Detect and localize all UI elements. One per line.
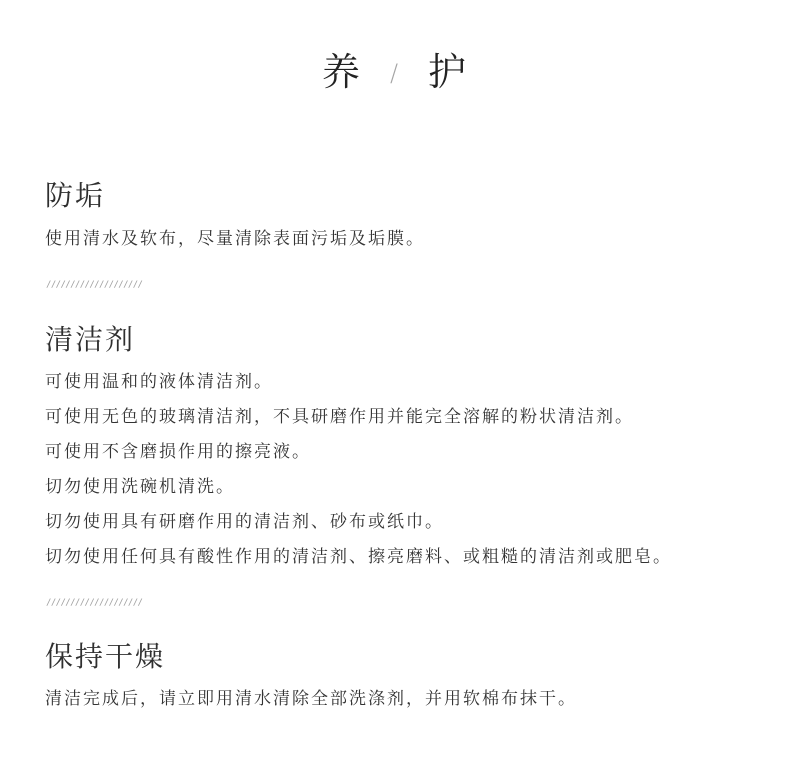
section-heading: 清洁剂 [45,323,136,356]
title-right-char: 护 [428,50,469,94]
section-cleaner [45,321,775,575]
section-line: 清洁完成后，请立即用清水清除全部洗涤剂，并用软棉布抹干。 [45,689,577,709]
section-heading: 防垢 [45,179,106,212]
section-line: 切勿使用洗碗机清洗。 [45,477,235,497]
section-heading: 保持干燥 [45,640,166,673]
section-anti-scale [45,177,775,257]
divider: //////////////////// [46,598,143,608]
section-line: 切勿使用任何具有酸性作用的清洁剂、擦亮磨料、或粗糙的清洁剂或肥皂。 [45,547,672,567]
page-title [0,46,790,99]
title-left-char: 养 [321,50,362,94]
section-line: 可使用温和的液体清洁剂。 [45,372,273,392]
section-line: 可使用不含磨损作用的擦亮液。 [45,442,311,462]
section-line: 使用清水及软布，尽量清除表面污垢及垢膜。 [45,229,425,249]
divider: //////////////////// [46,280,143,290]
title-separator: / [389,59,401,87]
section-keep-dry [45,638,775,717]
section-line: 可使用无色的玻璃清洁剂，不具研磨作用并能完全溶解的粉状清洁剂。 [45,407,634,427]
section-line: 切勿使用具有研磨作用的清洁剂、砂布或纸巾。 [45,512,444,532]
